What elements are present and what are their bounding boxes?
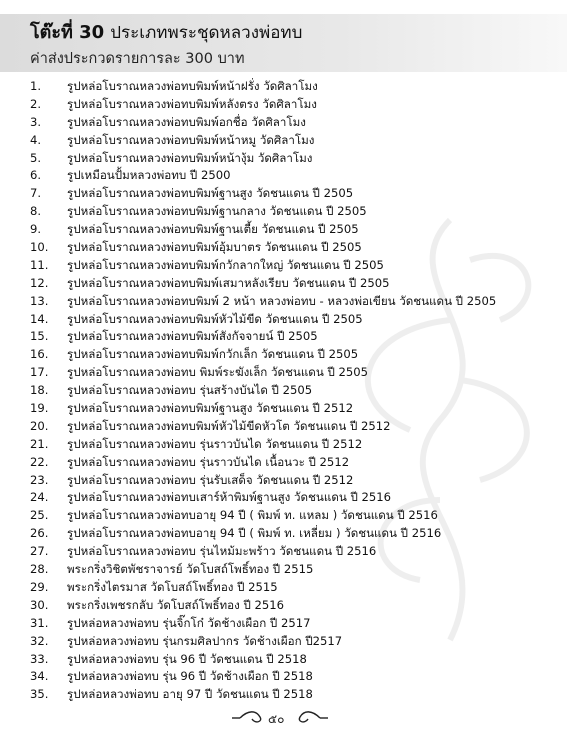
item-number: 23. [30,472,49,487]
item-number: 8. [30,204,42,219]
item-text: รูปหล่อโบราณหลวงพ่อทบอายุ 94 ปี ( พิมพ์ ท. แหลม ) วัดชนแดน ปี 2516 [67,508,438,523]
list-item [0,364,567,382]
item-text: รูปหล่อโบราณหลวงพ่อทบ พิมพ์ระฆังเล็ก วัดชนแดน ปี 2505 [67,365,369,380]
item-text: พระกริ่งเพชรกลับ วัดโบสถ์โพธิ์ทอง ปี 2516 [67,597,285,612]
item-number: 28. [30,562,49,577]
item-text: รูปหล่อโบราณหลวงพ่อทบพิมพ์หลังตรง วัดศิลาโมง [67,96,317,111]
item-text: รูปหล่อหลวงพ่อทบ รุ่น 96 ปี วัดช้างเผือก ปี 2518 [67,669,313,684]
list-item [0,328,567,346]
item-text: รูปหล่อโบราณหลวงพ่อทบพิมพ์หัวไม้ขีดหัวโต วัดชนแดน ปี 2512 [67,418,391,433]
table-number: โต๊ะที่ 30 [30,22,105,43]
item-number: 2. [30,96,42,111]
item-number: 13. [30,293,49,308]
item-number: 6. [30,168,42,183]
list-item [0,686,567,704]
item-text: รูปหล่อโบราณหลวงพ่อทบ รุ่นราวบันได วัดชนแดน ปี 2512 [67,436,363,451]
item-text: รูปหล่อโบราณหลวงพ่อทบพิมพ์หัวไม้ขีด วัดชนแดน ปี 2505 [67,311,363,326]
item-number: 7. [30,186,42,201]
item-text: รูปหล่อโบราณหลวงพ่อทบพิมพ์หน้าหมู วัดศิลาโมง [67,132,315,147]
list-item [0,651,567,669]
list-item [0,561,567,579]
list-item [0,150,567,168]
item-text: รูปหล่อโบราณหลวงพ่อทบพิมพ์ฐานสูง วัดชนแดน ปี 2505 [67,186,354,201]
item-text: รูปหล่อโบราณหลวงพ่อทบพิมพ์อุ้มบาตร วัดชนแดน ปี 2505 [67,240,362,255]
item-number: 25. [30,508,49,523]
item-number: 9. [30,222,42,237]
list-item [0,132,567,150]
item-text: รูปหล่อหลวงพ่อทบ อายุ 97 ปี วัดชนแดน ปี 2518 [67,687,313,702]
item-number: 3. [30,114,42,129]
item-text: รูปหล่อโบราณหลวงพ่อทบ รุ่นสร้างบันได ปี 2505 [67,383,313,398]
item-text: รูปหล่อโบราณหลวงพ่อทบ รุ่นไหม้มะพร้าว วัดชนแดน ปี 2516 [67,544,377,559]
list-item [0,311,567,329]
list-item [0,525,567,543]
item-text: พระกริ่งไตรมาส วัดโบสถ์โพธิ์ทอง ปี 2515 [67,579,278,594]
item-number: 29. [30,579,49,594]
page-header [0,14,567,72]
item-number: 22. [30,454,49,469]
item-number: 35. [30,687,49,702]
item-text: รูปหล่อโบราณหลวงพ่อทบพิมพ์เสมาหลังเรียบ วัดชนแดน ปี 2505 [67,275,390,290]
item-text: รูปหล่อโบราณหลวงพ่อทบอายุ 94 ปี ( พิมพ์ ท. เหลี่ยม ) วัดชนแดน ปี 2516 [67,526,442,541]
item-text: รูปหล่อโบราณหลวงพ่อทบพิมพ์ฐานเตี้ย วัดชนแดน ปี 2505 [67,222,359,237]
item-text: รูปหล่อหลวงพ่อทบ รุ่นกรมศิลปากร วัดช้างเผือก ปี2517 [67,633,343,648]
list-item [0,507,567,525]
item-number: 27. [30,544,49,559]
list-item [0,454,567,472]
list-item [0,275,567,293]
item-number: 5. [30,150,42,165]
item-number: 15. [30,329,49,344]
item-number: 14. [30,311,49,326]
list-item [0,436,567,454]
page-number: ๕๐ [268,712,285,726]
item-number: 19. [30,401,49,416]
list-item [0,543,567,561]
item-number: 10. [30,240,49,255]
list-item [0,239,567,257]
item-text: รูปเหมือนปั้มหลวงพ่อทบ ปี 2500 [67,168,231,183]
item-text: รูปหล่อโบราณหลวงพ่อทบเสาร์ห้าพิมพ์ฐานสูง วัดชนแดน ปี 2516 [67,490,392,505]
list-item [0,293,567,311]
entry-fee: ค่าส่งประกวดรายการละ 300 บาท [30,51,245,67]
list-item [0,346,567,364]
list-item [0,167,567,185]
item-number: 17. [30,365,49,380]
list-item [0,489,567,507]
item-number: 32. [30,633,49,648]
item-number: 4. [30,132,42,147]
list-item [0,257,567,275]
list-item [0,615,567,633]
list-item [0,114,567,132]
item-text: พระกริ่งวิชิตพัชราจารย์ วัดโบสถ์โพธิ์ทอง ปี 2515 [67,562,314,577]
list-item [0,96,567,114]
item-number: 26. [30,526,49,541]
item-number: 1. [30,79,42,93]
item-list [0,78,567,704]
item-number: 16. [30,347,49,362]
item-text: รูปหล่อโบราณหลวงพ่อทบพิมพ์กวักลากใหญ่ วัดชนแดน ปี 2505 [67,257,384,272]
item-number: 18. [30,383,49,398]
item-text: รูปหล่อโบราณหลวงพ่อทบ รุ่นราวบันได เนื้อนวะ ปี 2512 [67,454,350,469]
list-item [0,203,567,221]
item-text: รูปหล่อโบราณหลวงพ่อทบ รุ่นรับเสด็จ วัดชนแดน ปี 2512 [67,472,354,487]
list-item [0,221,567,239]
list-item [0,382,567,400]
item-text: รูปหล่อโบราณหลวงพ่อทบพิมพ์อกชื่อ วัดศิลาโมง [67,114,306,129]
list-item [0,400,567,418]
item-text: รูปหล่อโบราณหลวงพ่อทบพิมพ์หน้างุ้ม วัดศิลาโมง [67,150,313,165]
item-number: 30. [30,597,49,612]
item-number: 31. [30,615,49,630]
list-item [0,418,567,436]
item-text: รูปหล่อโบราณหลวงพ่อทบพิมพ์ 2 หน้า หลวงพ่อทบ - หลวงพ่อเขียน วัดชนแดน ปี 2505 [67,293,497,308]
list-item [0,668,567,686]
item-number: 11. [30,257,49,272]
item-text: รูปหล่อโบราณหลวงพ่อทบพิมพ์กวักเล็ก วัดชนแดน ปี 2505 [67,347,359,362]
item-number: 21. [30,436,49,451]
list-item [0,579,567,597]
item-text: รูปหล่อโบราณหลวงพ่อทบพิมพ์หน้าฝรั่ง วัดศิลาโมง [67,79,318,93]
item-number: 12. [30,275,49,290]
header-title [30,17,302,46]
item-text: รูปหล่อโบราณหลวงพ่อทบพิมพ์สังกัจจายน์ ปี 2505 [67,329,318,344]
item-number: 24. [30,490,49,505]
item-number: 34. [30,669,49,684]
list-item [0,185,567,203]
item-text: รูปหล่อหลวงพ่อทบ รุ่น 96 ปี วัดชนแดน ปี 2518 [67,651,307,666]
list-item [0,78,567,96]
item-number: 20. [30,418,49,433]
footer-ornament [230,707,330,729]
list-item [0,597,567,615]
list-item [0,633,567,651]
category-title: ประเภทพระชุดหลวงพ่อทบ [110,23,303,43]
item-text: รูปหล่อโบราณหลวงพ่อทบพิมพ์ฐานกลาง วัดชนแดน ปี 2505 [67,204,367,219]
item-text: รูปหล่อหลวงพ่อทบ รุ่นจิ๊กโก๋ วัดช้างเผือก ปี 2517 [67,615,311,630]
item-number: 33. [30,651,49,666]
item-text: รูปหล่อโบราณหลวงพ่อทบพิมพ์ฐานสูง วัดชนแดน ปี 2512 [67,401,354,416]
list-item [0,472,567,490]
